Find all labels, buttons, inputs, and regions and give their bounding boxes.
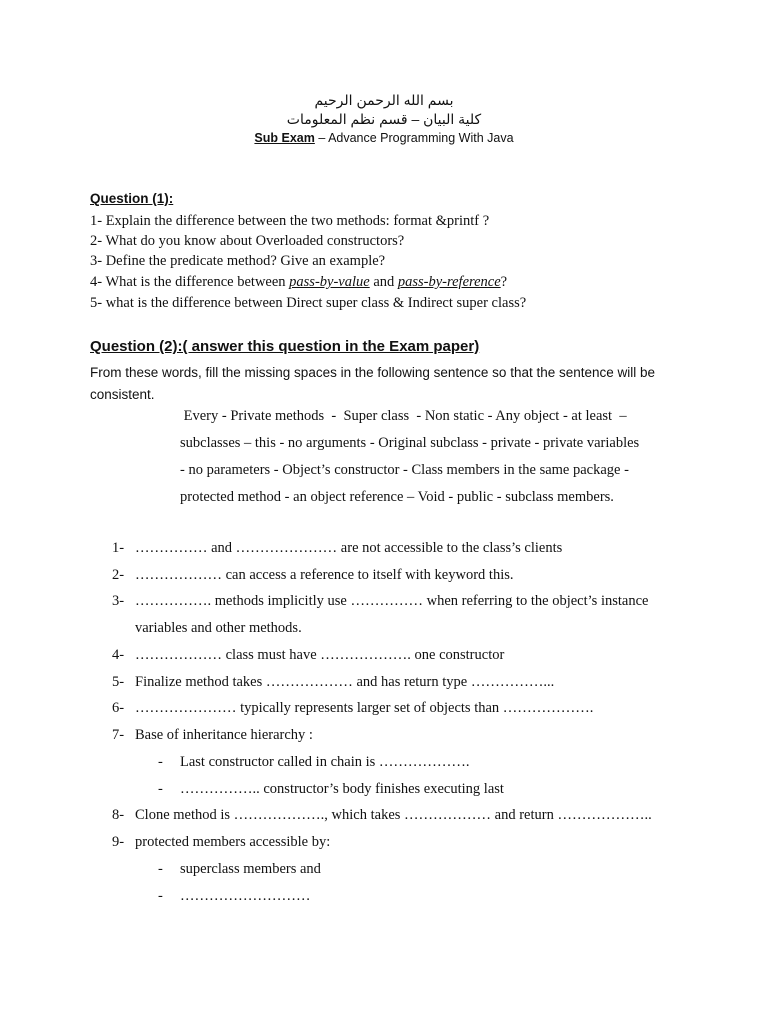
question-2-instructions: From these words, fill the missing spaces in the following sentence so that the sentence will be consistent. (90, 365, 656, 402)
fill-in-sentence: protected members accessible by: (135, 834, 331, 850)
college-department: كلية البيان – قسم نظم المعلومات (286, 111, 482, 127)
question-1-item (90, 274, 507, 291)
item-number: 3- (112, 593, 125, 609)
item-4-suffix: ? (500, 274, 508, 290)
bullet-dash: - (158, 781, 163, 797)
course-name: – Advance Programming With Java (314, 131, 514, 145)
question-2-title: Question (2):( answer this question in the Exam paper) (90, 338, 480, 355)
word-bank-line: Every - Private methods - Super class - Non static - Any object - at least – (180, 408, 627, 424)
fill-in-sentence: …………… and ………………… are not accessible to the class’s clients (135, 540, 563, 556)
exam-title (0, 131, 768, 145)
question-1-item: 5- what is the difference between Direct super class & Indirect super class? (90, 295, 527, 311)
basmala: بسم الله الرحمن الرحيم (314, 92, 454, 108)
item-number: 2- (112, 567, 125, 583)
sub-item: superclass members and (180, 861, 321, 877)
item-number: 5- (112, 674, 125, 690)
fill-in-sentence-continued: variables and other methods. (135, 620, 302, 636)
item-4-prefix: 4- What is the difference between (90, 274, 290, 290)
item-4-mid: and (369, 274, 398, 290)
fill-in-sentence: Finalize method takes ……………… and has return type ……………... (135, 674, 555, 690)
fill-in-sentence: ……………. methods implicitly use …………… when referring to the object’s instance (135, 593, 649, 609)
item-number: 4- (112, 647, 125, 663)
question-1-item: 1- Explain the difference between the two methods: format &printf ? (90, 213, 490, 229)
question-1-item: 2- What do you know about Overloaded constructors? (90, 233, 405, 249)
item-number: 6- (112, 700, 125, 716)
fill-in-sentence: ……………… can access a reference to itself with keyword this. (135, 567, 514, 583)
item-number: 9- (112, 834, 125, 850)
sub-item: …………….. constructor’s body finishes executing last (180, 781, 504, 797)
sub-exam-label: Sub Exam (254, 131, 315, 145)
word-bank-line: subclasses – this - no arguments - Original subclass - private - private variables (180, 435, 640, 451)
word-bank-line: - no parameters - Object’s constructor - Class members in the same package - (180, 462, 629, 478)
pass-by-value-term: pass-by-value (289, 274, 370, 290)
item-number: 7- (112, 727, 125, 743)
word-bank-line: protected method - an object reference – Void - public - subclass members. (180, 489, 614, 505)
item-number: 1- (112, 540, 125, 556)
fill-in-sentence: ……………… class must have ………………. one constructor (135, 647, 505, 663)
sub-item: Last constructor called in chain is ………………. (180, 754, 470, 770)
question-1-item: 3- Define the predicate method? Give an example? (90, 253, 386, 269)
fill-in-sentence: Clone method is ………………., which takes ……………… and return ……………….. (135, 807, 652, 823)
bullet-dash: - (158, 861, 163, 877)
sub-item: ……………………… (180, 888, 311, 904)
question-1-title: Question (1): (90, 191, 174, 206)
word-bank (180, 403, 690, 511)
bullet-dash: - (158, 754, 163, 770)
bullet-dash: - (158, 888, 163, 904)
item-number: 8- (112, 807, 125, 823)
fill-in-sentence: ………………… typically represents larger set of objects than ………………. (135, 700, 594, 716)
pass-by-reference-term: pass-by-reference (397, 274, 501, 290)
fill-in-sentence: Base of inheritance hierarchy : (135, 727, 313, 743)
